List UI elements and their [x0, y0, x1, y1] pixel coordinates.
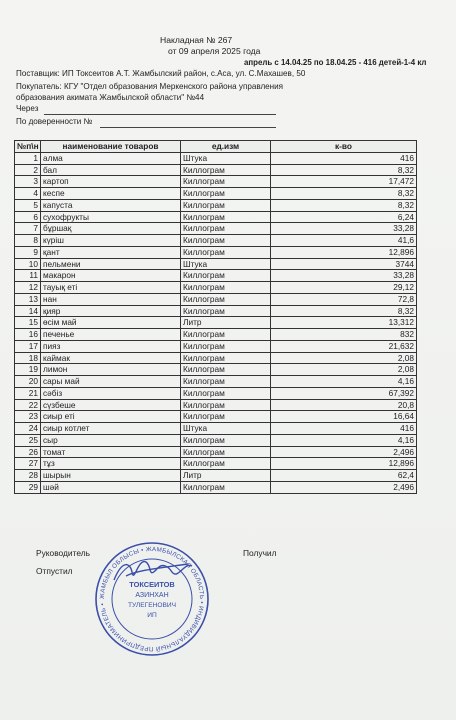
product-name: тауық еті	[41, 282, 181, 294]
quantity-cell: 12,896	[271, 458, 417, 470]
product-name: қант	[41, 246, 181, 258]
unit-cell: Киллограм	[181, 446, 271, 458]
table-row	[15, 258, 417, 270]
table-row	[15, 364, 417, 376]
table-row	[15, 446, 417, 458]
unit-cell: Киллограм	[181, 352, 271, 364]
row-number: 26	[15, 446, 41, 458]
product-name: бұршақ	[41, 223, 181, 235]
product-name: сыр	[41, 434, 181, 446]
product-name: сары май	[41, 376, 181, 388]
product-name: сиыр котлет	[41, 423, 181, 435]
row-number: 10	[15, 258, 41, 270]
product-name: тұз	[41, 458, 181, 470]
row-number: 25	[15, 434, 41, 446]
unit-cell: Киллограм	[181, 305, 271, 317]
quantity-cell: 416	[271, 423, 417, 435]
table-row	[15, 481, 417, 493]
product-name: нан	[41, 293, 181, 305]
row-number: 7	[15, 223, 41, 235]
quantity-cell: 8,32	[271, 305, 417, 317]
unit-cell: Киллограм	[181, 223, 271, 235]
row-number: 12	[15, 282, 41, 294]
product-name: пияз	[41, 340, 181, 352]
col-header-name: наименование товаров	[41, 141, 181, 153]
table-row	[15, 423, 417, 435]
unit-cell: Киллограм	[181, 282, 271, 294]
unit-cell: Киллограм	[181, 211, 271, 223]
row-number: 21	[15, 387, 41, 399]
quantity-cell: 2,08	[271, 364, 417, 376]
quantity-cell: 33,28	[271, 270, 417, 282]
quantity-cell: 21,632	[271, 340, 417, 352]
buyer-line-1: Покупатель: КГУ "Отдел образования Меркенского района управления	[16, 82, 284, 91]
table-row	[15, 223, 417, 235]
unit-cell: Киллограм	[181, 411, 271, 423]
table-row	[15, 458, 417, 470]
quantity-cell: 4,16	[271, 376, 417, 388]
table-row	[15, 305, 417, 317]
table-row	[15, 235, 417, 247]
row-number: 22	[15, 399, 41, 411]
quantity-cell: 2,496	[271, 481, 417, 493]
product-name: картоп	[41, 176, 181, 188]
quantity-cell: 8,32	[271, 164, 417, 176]
row-number: 14	[15, 305, 41, 317]
col-header-qty: к-во	[271, 141, 417, 153]
table-row	[15, 329, 417, 341]
unit-cell: Киллограм	[181, 164, 271, 176]
unit-cell: Киллограм	[181, 364, 271, 376]
product-name: каймак	[41, 352, 181, 364]
table-row	[15, 387, 417, 399]
product-name: алма	[41, 152, 181, 164]
table-row	[15, 317, 417, 329]
svg-text:ЖАМБЫЛ ОБЛЫСЫ • ЖАМБЫЛСКАЯ ОБЛ	[99, 546, 205, 653]
col-header-number: №п\н	[15, 141, 41, 153]
row-number: 8	[15, 235, 41, 247]
stamp-line-3: ТУЛЕГЕНОВИЧ	[127, 602, 177, 609]
company-stamp	[92, 540, 212, 658]
table-row	[15, 211, 417, 223]
quantity-cell: 41,6	[271, 235, 417, 247]
row-number: 18	[15, 352, 41, 364]
quantity-cell: 72,8	[271, 293, 417, 305]
product-name: печенье	[41, 329, 181, 341]
table-row	[15, 411, 417, 423]
product-name: кеспе	[41, 188, 181, 200]
row-number: 5	[15, 199, 41, 211]
stamp-line-1: ТОКСЕИТОВ	[129, 580, 175, 589]
product-name: капуста	[41, 199, 181, 211]
stamp-line-2: АЗИНХАН	[135, 592, 169, 599]
proxy-label: По доверенности №	[16, 117, 93, 126]
unit-cell: Литр	[181, 317, 271, 329]
table-row	[15, 340, 417, 352]
table-row	[15, 376, 417, 388]
unit-cell: Киллограм	[181, 329, 271, 341]
product-name: лимон	[41, 364, 181, 376]
quantity-cell: 67,392	[271, 387, 417, 399]
released-label: Отпустил	[36, 566, 73, 576]
quantity-cell: 3744	[271, 258, 417, 270]
via-label: Через	[16, 104, 39, 113]
unit-cell: Киллограм	[181, 235, 271, 247]
invoice-period: апрель с 14.04.25 по 18.04.25 - 416 детей-1-4 кл	[244, 58, 427, 67]
row-number: 16	[15, 329, 41, 341]
unit-cell: Киллограм	[181, 176, 271, 188]
product-name: күріш	[41, 235, 181, 247]
table-row	[15, 188, 417, 200]
table-row	[15, 399, 417, 411]
goods-table	[14, 140, 417, 494]
quantity-cell: 416	[271, 152, 417, 164]
table-row	[15, 152, 417, 164]
quantity-cell: 12,896	[271, 246, 417, 258]
row-number: 15	[15, 317, 41, 329]
row-number: 29	[15, 481, 41, 493]
quantity-cell: 62,4	[271, 470, 417, 482]
row-number: 11	[15, 270, 41, 282]
head-label: Руководитель	[36, 548, 90, 558]
table-row	[15, 293, 417, 305]
quantity-cell: 2,08	[271, 352, 417, 364]
table-row	[15, 176, 417, 188]
unit-cell: Киллограм	[181, 246, 271, 258]
signature-scribble	[114, 562, 192, 580]
unit-cell: Киллограм	[181, 481, 271, 493]
table-row	[15, 246, 417, 258]
product-name: сухофрукты	[41, 211, 181, 223]
product-name: сәбіз	[41, 387, 181, 399]
quantity-cell: 6,24	[271, 211, 417, 223]
stamp-ring-text: ЖАМБЫЛ ОБЛЫСЫ • ЖАМБЫЛСКАЯ ОБЛАСТЬ • ИНДИВИДУАЛЬНЫЙ ПРЕДПРИНИМАТЕЛЬ •	[98, 545, 206, 653]
via-line	[44, 114, 276, 115]
unit-cell: Киллограм	[181, 434, 271, 446]
invoice-title: Накладная № 267	[160, 35, 233, 45]
row-number: 13	[15, 293, 41, 305]
col-header-unit: ед.изм	[181, 141, 271, 153]
table-row	[15, 270, 417, 282]
unit-cell: Киллограм	[181, 376, 271, 388]
unit-cell: Киллограм	[181, 399, 271, 411]
product-name: сиыр еті	[41, 411, 181, 423]
unit-cell: Штука	[181, 423, 271, 435]
quantity-cell: 29,12	[271, 282, 417, 294]
product-name: сүзбеше	[41, 399, 181, 411]
proxy-line	[100, 127, 276, 128]
product-name: пельмени	[41, 258, 181, 270]
product-name: томат	[41, 446, 181, 458]
unit-cell: Киллограм	[181, 293, 271, 305]
quantity-cell: 8,32	[271, 188, 417, 200]
unit-cell: Киллограм	[181, 199, 271, 211]
unit-cell: Литр	[181, 470, 271, 482]
table-row	[15, 199, 417, 211]
table-row	[15, 352, 417, 364]
received-label: Получил	[243, 548, 277, 558]
table-row	[15, 470, 417, 482]
product-name: өсім май	[41, 317, 181, 329]
table-row	[15, 434, 417, 446]
row-number: 28	[15, 470, 41, 482]
table-header-row	[15, 141, 417, 153]
table-row	[15, 282, 417, 294]
quantity-cell: 17,472	[271, 176, 417, 188]
stamp-line-4: ИП	[147, 612, 157, 619]
unit-cell: Киллограм	[181, 340, 271, 352]
supplier-line: Поставщик: ИП Токсеитов А.Т. Жамбылский район, с.Аса, ул. С.Махашев, 50	[16, 69, 306, 78]
unit-cell: Штука	[181, 258, 271, 270]
quantity-cell: 33,28	[271, 223, 417, 235]
table-row	[15, 164, 417, 176]
unit-cell: Киллограм	[181, 387, 271, 399]
invoice-date: от 09 апреля 2025 года	[168, 46, 261, 56]
quantity-cell: 4,16	[271, 434, 417, 446]
row-number: 20	[15, 376, 41, 388]
quantity-cell: 13,312	[271, 317, 417, 329]
unit-cell: Штука	[181, 152, 271, 164]
quantity-cell: 8,32	[271, 199, 417, 211]
row-number: 24	[15, 423, 41, 435]
quantity-cell: 20,8	[271, 399, 417, 411]
row-number: 9	[15, 246, 41, 258]
unit-cell: Киллограм	[181, 188, 271, 200]
row-number: 4	[15, 188, 41, 200]
product-name: шырын	[41, 470, 181, 482]
row-number: 1	[15, 152, 41, 164]
row-number: 17	[15, 340, 41, 352]
unit-cell: Киллограм	[181, 458, 271, 470]
quantity-cell: 16,64	[271, 411, 417, 423]
quantity-cell: 832	[271, 329, 417, 341]
buyer-line-2: образования акимата Жамбылской области" №44	[16, 93, 205, 102]
product-name: бал	[41, 164, 181, 176]
product-name: шәй	[41, 481, 181, 493]
unit-cell: Киллограм	[181, 270, 271, 282]
row-number: 23	[15, 411, 41, 423]
product-name: макарон	[41, 270, 181, 282]
row-number: 6	[15, 211, 41, 223]
row-number: 19	[15, 364, 41, 376]
row-number: 2	[15, 164, 41, 176]
row-number: 27	[15, 458, 41, 470]
product-name: қияр	[41, 305, 181, 317]
row-number: 3	[15, 176, 41, 188]
quantity-cell: 2,496	[271, 446, 417, 458]
